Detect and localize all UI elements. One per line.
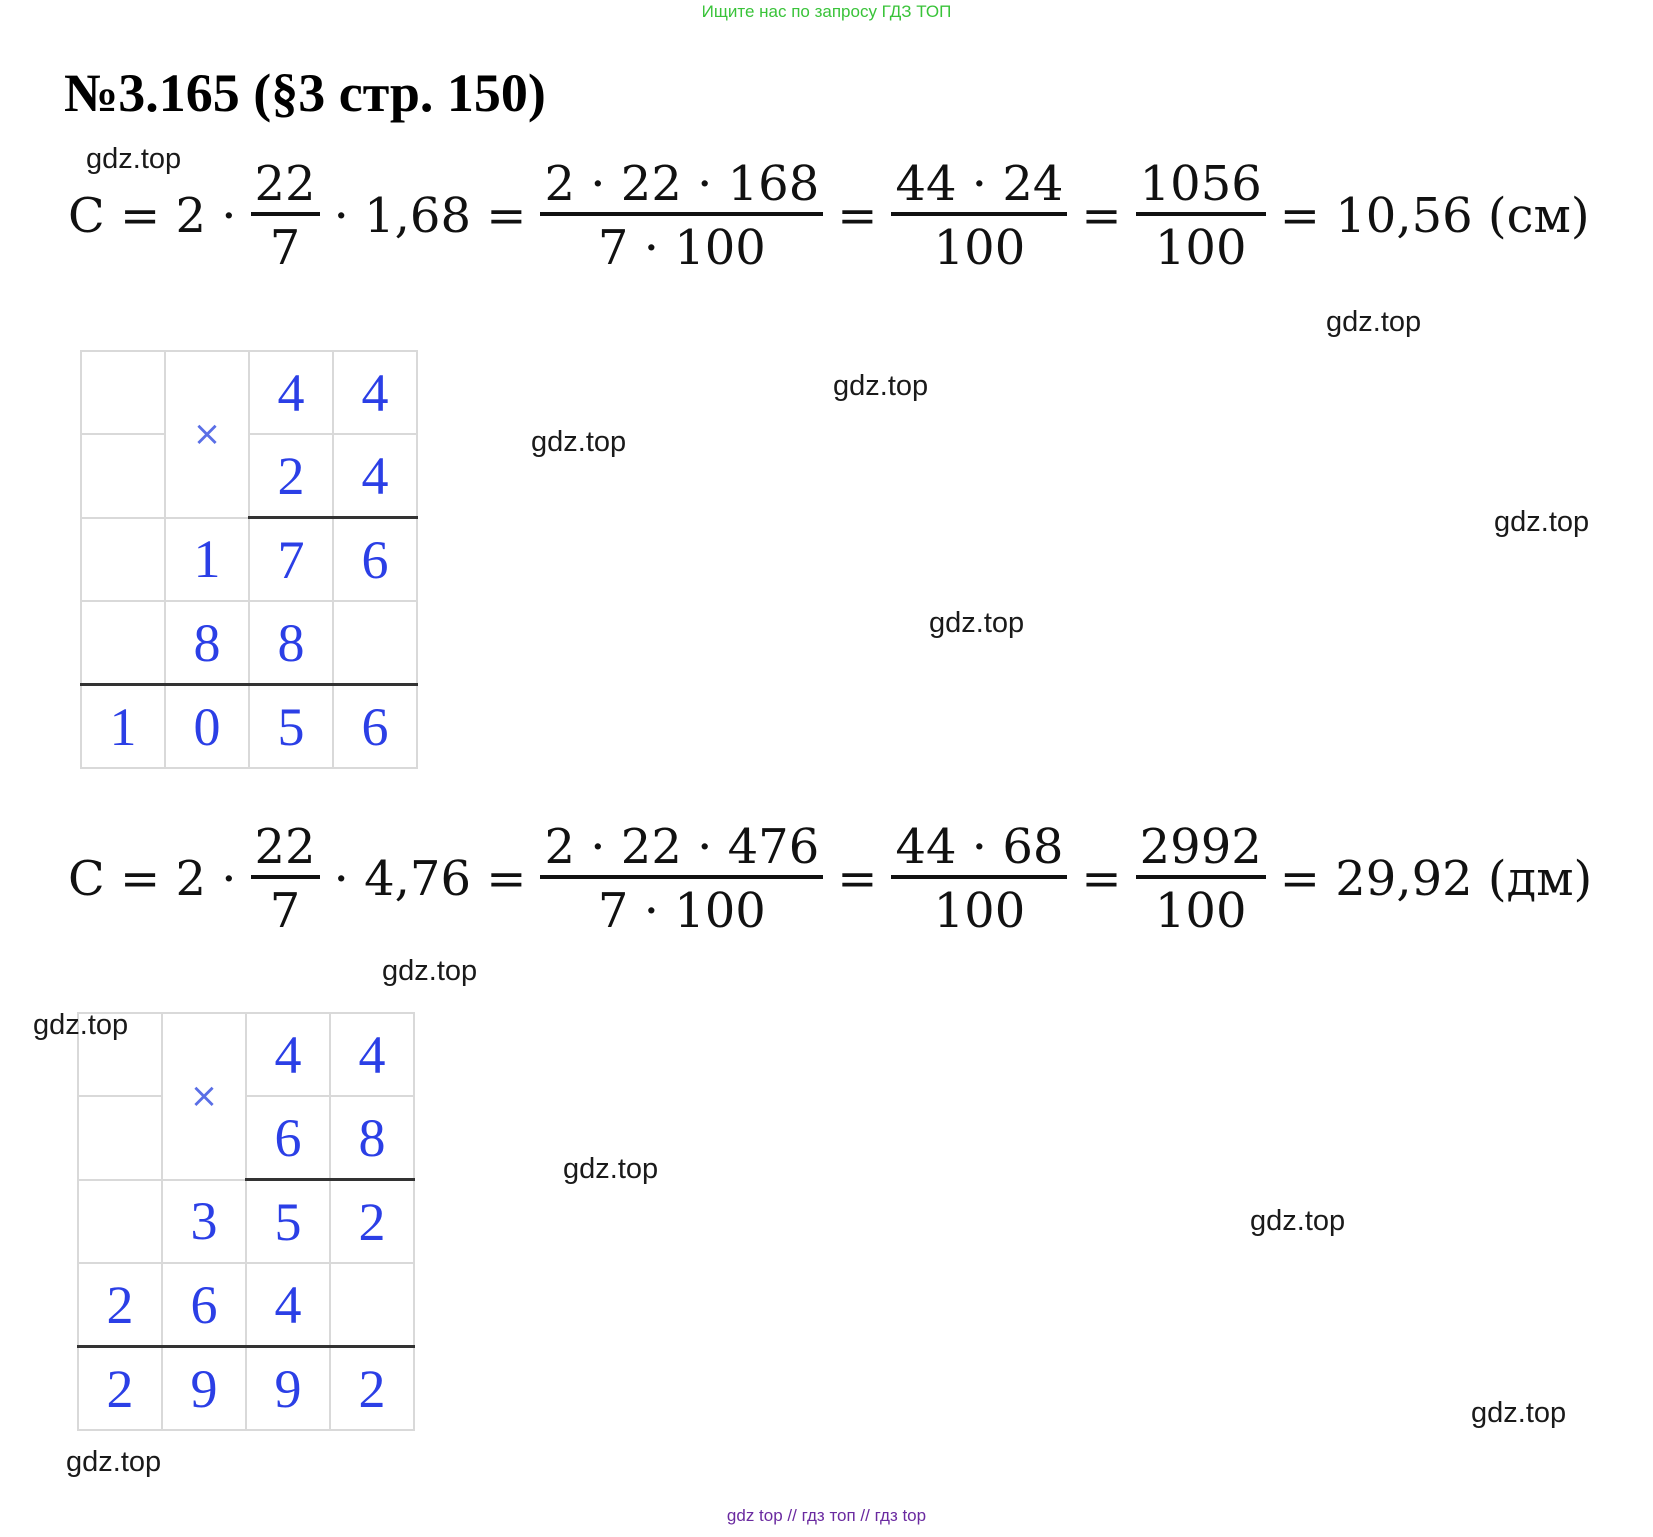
eq1-equals-2: = [1081, 188, 1122, 244]
eq1-f3-denominator: 100 [891, 212, 1067, 272]
eq2-f3-numerator: 44 · 68 [895, 819, 1064, 875]
grid-cell [81, 434, 165, 518]
grid-cell: 4 [249, 351, 333, 434]
grid-cell: 4 [333, 434, 417, 518]
grid-cell [78, 1096, 162, 1180]
eq2-mid: · 4,76 = [333, 851, 527, 907]
eq1-fraction-4 [1136, 156, 1266, 276]
grid-cell: 2 [330, 1347, 414, 1431]
watermark: gdz.top [563, 1153, 659, 1185]
watermark: gdz.top [1326, 306, 1422, 338]
grid-cell: 2 [78, 1347, 162, 1431]
watermark: gdz.top [531, 426, 627, 458]
grid-cell: 3 [162, 1180, 246, 1264]
grid-cell: 7 [249, 518, 333, 602]
grid-cell: 1 [81, 685, 165, 769]
grid-cell: 8 [165, 601, 249, 685]
watermark: gdz.top [382, 955, 478, 987]
eq2-equals-1: = [837, 851, 878, 907]
grid-cell: 2 [78, 1263, 162, 1347]
watermark: gdz.top [86, 143, 182, 175]
eq1-lhs: C = 2 · [68, 188, 237, 244]
grid-cell: 6 [246, 1096, 330, 1180]
grid-cell: 9 [162, 1347, 246, 1431]
eq1-f1-numerator: 22 [254, 156, 316, 212]
watermark: gdz.top [1494, 506, 1590, 538]
grid-cell [333, 601, 417, 685]
eq2-fraction-2 [540, 819, 823, 939]
grid-cell: 6 [333, 518, 417, 602]
grid-cell: 8 [249, 601, 333, 685]
grid-cell: 4 [246, 1013, 330, 1096]
table-row [81, 685, 417, 769]
grid-cell: 4 [330, 1013, 414, 1096]
table-row [78, 1347, 414, 1431]
grid-cell: 2 [249, 434, 333, 518]
eq2-f1-numerator: 22 [254, 819, 316, 875]
eq1-equals-1: = [837, 188, 878, 244]
grid-cell: 6 [162, 1263, 246, 1347]
page-title: №3.165 (§3 стр. 150) [64, 63, 546, 123]
eq2-f1-denominator: 7 [251, 875, 320, 935]
table-row [81, 601, 417, 685]
watermark: gdz.top [66, 1446, 162, 1478]
grid-cell: 4 [333, 351, 417, 434]
eq2-equals-2: = [1081, 851, 1122, 907]
multiply-sign: × [162, 1013, 246, 1180]
grid-cell: 1 [165, 518, 249, 602]
grid-cell [78, 1180, 162, 1264]
equation-2 [64, 819, 1596, 939]
grid-cell [81, 518, 165, 602]
eq1-fraction-2 [540, 156, 823, 276]
eq2-f2-denominator: 7 · 100 [540, 875, 823, 935]
bottom-banner: gdz top // гдз топ // гдз top [726, 1506, 927, 1525]
grid-cell: 2 [330, 1180, 414, 1264]
table-row [81, 434, 417, 518]
grid-cell: 0 [165, 685, 249, 769]
eq1-fraction-1 [251, 156, 320, 276]
eq2-fraction-3 [891, 819, 1067, 939]
table-row [78, 1263, 414, 1347]
watermark: gdz.top [1471, 1397, 1567, 1429]
eq1-f2-numerator: 2 · 22 · 168 [544, 156, 820, 212]
eq2-f4-numerator: 2992 [1139, 819, 1262, 875]
grid-cell [81, 351, 165, 434]
table-row [78, 1013, 414, 1096]
grid-cell: 5 [249, 685, 333, 769]
grid-cell [81, 601, 165, 685]
grid-cell: 8 [330, 1096, 414, 1180]
eq1-f2-denominator: 7 · 100 [540, 212, 823, 272]
grid-cell: 4 [246, 1263, 330, 1347]
watermark: gdz.top [33, 1009, 129, 1041]
eq1-f3-numerator: 44 · 24 [895, 156, 1064, 212]
eq2-fraction-1 [251, 819, 320, 939]
eq1-mid: · 1,68 = [333, 188, 527, 244]
eq2-lhs: C = 2 · [68, 851, 237, 907]
eq2-result: = 29,92 (дм) [1279, 851, 1593, 907]
table-row [78, 1180, 414, 1264]
multiplication-grid-2 [77, 1012, 415, 1431]
watermark: gdz.top [929, 607, 1025, 639]
eq1-f1-denominator: 7 [251, 212, 320, 272]
multiplication-grid-1 [80, 350, 418, 769]
eq2-f4-denominator: 100 [1136, 875, 1266, 935]
top-banner: Ищите нас по запросу ГДЗ ТОП [701, 2, 952, 21]
eq1-f4-numerator: 1056 [1139, 156, 1262, 212]
eq1-fraction-3 [891, 156, 1067, 276]
eq2-f3-denominator: 100 [891, 875, 1067, 935]
grid-cell: 5 [246, 1180, 330, 1264]
watermark: gdz.top [833, 370, 929, 402]
table-row [78, 1096, 414, 1180]
grid-cell: 6 [333, 685, 417, 769]
grid-cell [330, 1263, 414, 1347]
table-row [81, 351, 417, 434]
eq1-f4-denominator: 100 [1136, 212, 1266, 272]
multiply-sign: × [165, 351, 249, 518]
eq2-fraction-4 [1136, 819, 1266, 939]
watermark: gdz.top [1250, 1205, 1346, 1237]
eq1-result: = 10,56 (см) [1279, 188, 1590, 244]
eq2-f2-numerator: 2 · 22 · 476 [544, 819, 820, 875]
grid-cell: 9 [246, 1347, 330, 1431]
table-row [81, 518, 417, 602]
